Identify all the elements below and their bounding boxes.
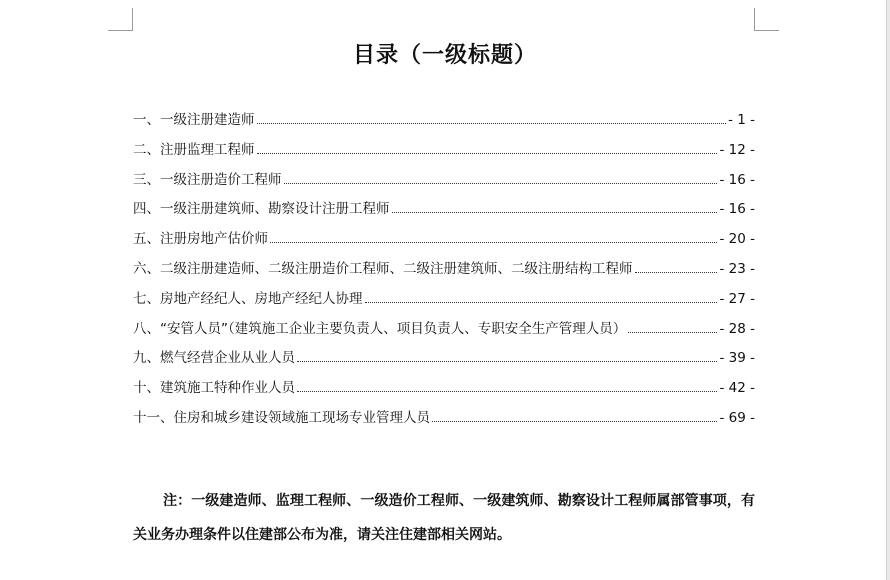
toc-entry-page: - 1 -	[728, 112, 755, 128]
toc-entry-label: 一、一级注册建造师	[133, 112, 255, 128]
toc-entry-page: - 16 -	[719, 201, 755, 218]
toc-leader-dots	[297, 391, 717, 392]
toc-entry[interactable]	[133, 376, 755, 406]
toc-leader-dots	[635, 272, 718, 273]
toc-entry[interactable]	[133, 346, 755, 376]
toc-entry[interactable]	[133, 227, 755, 257]
toc-entry-page: - 42 -	[719, 380, 755, 397]
toc-entry-label: 九、燃气经营企业从业人员	[133, 350, 295, 367]
toc-entry-page: - 39 -	[719, 350, 755, 367]
toc-entry[interactable]	[133, 138, 755, 168]
toc-entry-label: 四、一级注册建筑师、勘察设计注册工程师	[133, 201, 390, 218]
toc-leader-dots	[270, 242, 717, 243]
toc-entry-label: 七、房地产经纪人、房地产经纪人协理	[133, 290, 363, 307]
toc-entry[interactable]	[133, 197, 755, 227]
toc-leader-dots	[297, 361, 717, 362]
toc-leader-dots	[392, 212, 718, 213]
toc-leader-dots	[365, 302, 718, 303]
toc-entry[interactable]	[133, 108, 755, 138]
toc-leader-dots	[257, 153, 718, 154]
toc-entry-label: 五、注册房地产估价师	[133, 231, 268, 248]
page-edge	[886, 0, 890, 580]
crop-mark-top-right	[754, 8, 779, 31]
toc-leader-dots	[257, 123, 727, 124]
footnote-paragraph: 注：一级建造师、监理工程师、一级造价工程师、一级建筑师、勘察设计工程师属部管事项，有关业务办理条件以住建部公布为准，请关注住建部相关网站。	[133, 493, 755, 543]
toc-entry-page: - 69 -	[719, 409, 755, 426]
toc-entry-page: - 12 -	[719, 141, 755, 158]
toc-leader-dots	[628, 332, 717, 333]
toc-entry-label: 八、“安管人员”（建筑施工企业主要负责人、项目负责人、专职安全生产管理人员）	[133, 320, 627, 337]
crop-mark-top-left	[108, 8, 133, 31]
toc-leader-dots	[432, 421, 717, 422]
toc-entry-page: - 16 -	[719, 171, 755, 188]
toc-entry-page: - 20 -	[719, 231, 755, 248]
toc-entry[interactable]	[133, 257, 755, 287]
toc-entry[interactable]	[133, 406, 755, 436]
toc-entry[interactable]	[133, 317, 755, 347]
toc-entry-page: - 23 -	[719, 260, 755, 277]
toc-title: 目录（一级标题）	[352, 42, 537, 68]
toc-entry-page: - 28 -	[719, 320, 755, 337]
toc-entry-label: 十一、住房和城乡建设领域施工现场专业管理人员	[133, 409, 430, 426]
toc-entry[interactable]	[133, 287, 755, 317]
toc-entry[interactable]	[133, 168, 755, 198]
toc-entry-label: 十、建筑施工特种作业人员	[133, 380, 295, 397]
toc-entry-page: - 27 -	[719, 290, 755, 307]
table-of-contents	[133, 108, 755, 436]
toc-entry-label: 二、注册监理工程师	[133, 141, 255, 158]
toc-entry-label: 六、二级注册建造师、二级注册造价工程师、二级注册建筑师、二级注册结构工程师	[133, 260, 633, 277]
toc-leader-dots	[284, 183, 718, 184]
toc-entry-label: 三、一级注册造价工程师	[133, 171, 282, 188]
